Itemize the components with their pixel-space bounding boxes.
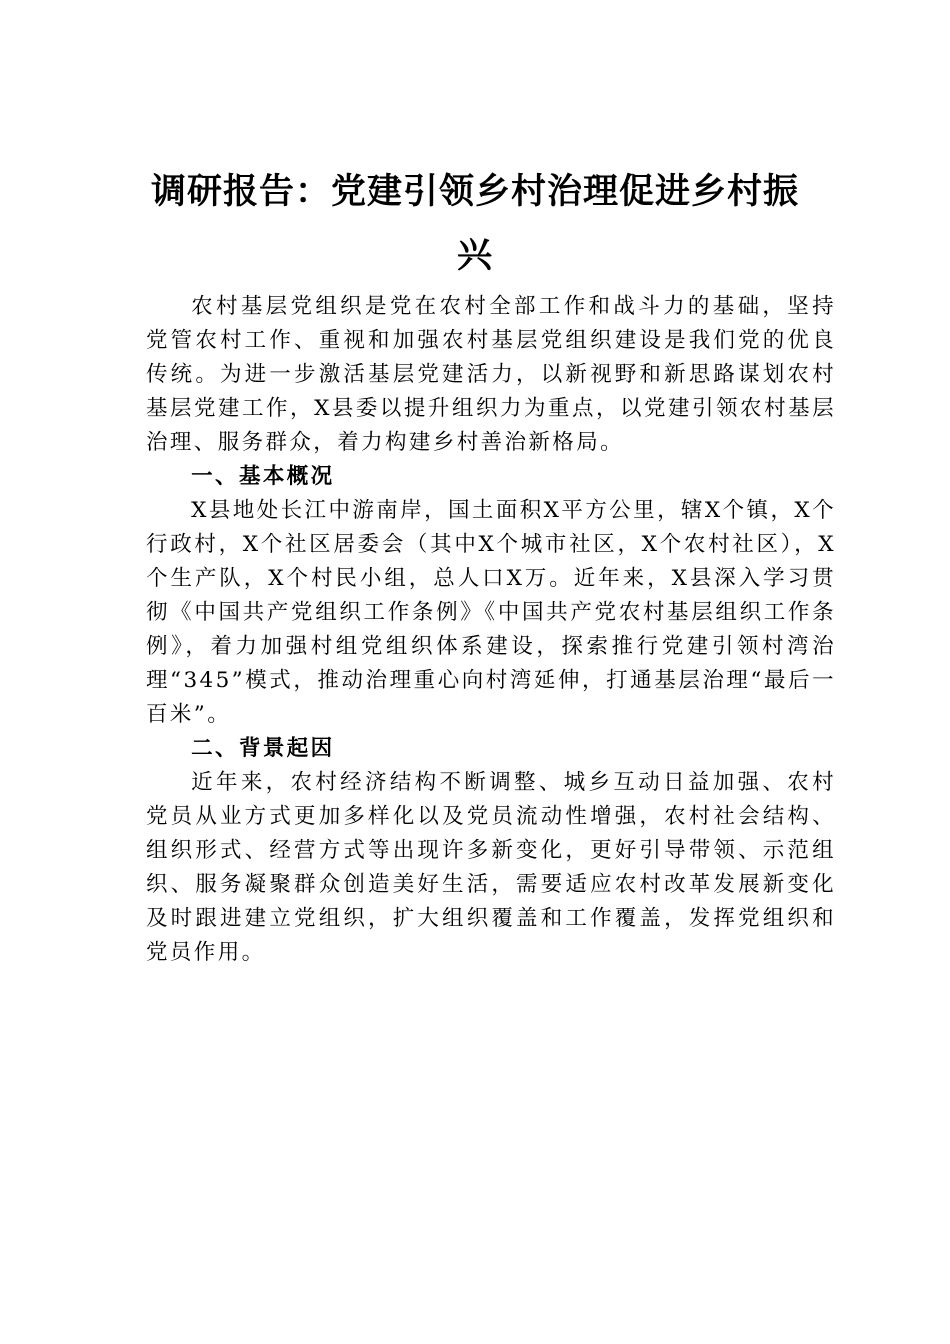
background-paragraph: 近年来，农村经济结构不断调整、城乡互动日益加强、农村党员从业方式更加多样化以及党员流动性增强，农村社会结构、组织形式、经营方式等出现许多新变化，更好引导带领、示范组织、服务凝聚群众创造美好生活，需要适应农村改革发展新变化及时跟进建立党组织，扩大组织覆盖和工作覆盖，发挥党组织和党员作用。: [146, 770, 836, 965]
intro-paragraph: 农村基层党组织是党在农村全部工作和战斗力的基础，坚持党管农村工作、重视和加强农村基层党组织建设是我们党的优良传统。为进一步激活基层党建活力，以新视野和新思路谋划农村基层党建工作，X县委以提升组织力为重点，以党建引领农村基层治理、服务群众，着力构建乡村善治新格局。: [146, 294, 836, 455]
document-title: 调研报告：党建引领乡村治理促进乡村振兴: [150, 171, 799, 276]
document-body: [146, 290, 836, 970]
section-heading-basic-overview: 一、基本概况: [191, 464, 335, 489]
section-heading-background: 二、背景起因: [191, 736, 335, 761]
basic-overview-paragraph: X县地处长江中游南岸，国土面积X平方公里，辖X个镇，X个行政村，X个社区居委会（其中X个城市社区，X个农村社区），X个生产队，X个村民小组，总人口X万。近年来，X县深入学习贯彻《中国共产党组织工作条例》《中国共产党农村基层组织工作条例》，着力加强村组党组织体系建设，探索推行党建引领村湾治理“345”模式，推动治理重心向村湾延伸，打通基层治理“最后一百米”。: [146, 498, 836, 727]
